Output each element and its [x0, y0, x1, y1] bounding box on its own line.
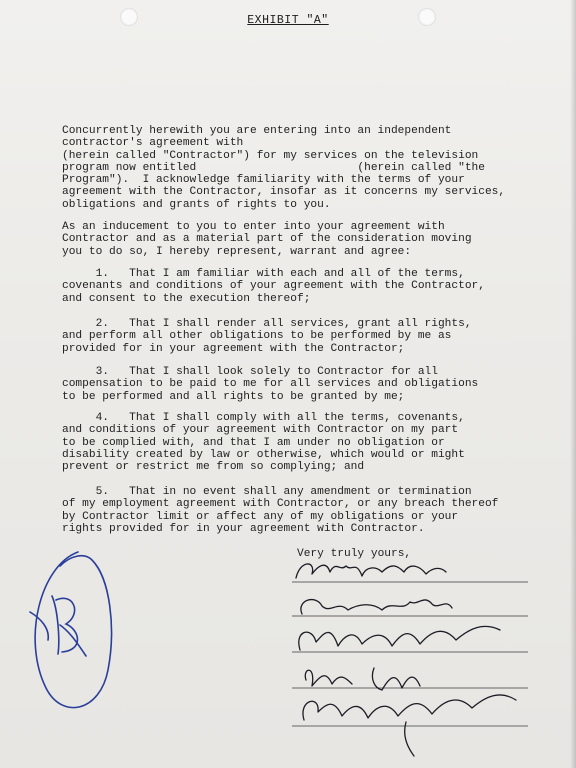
exhibit-title: EXHIBIT "A" — [247, 14, 329, 27]
signature-1 — [296, 564, 446, 578]
signature-5 — [303, 695, 516, 756]
clause-4: 4. That I shall comply with all the terms, covenants, and conditions of your agreement with Contractor on my part to be complied with, and that I am under no obligation or disability created by law or otherwise, which would or might prevent or restrict me from so complying; and — [62, 412, 465, 474]
signature-2 — [301, 600, 452, 614]
clause-5: 5. That in no event shall any amendment or termination of my employment agreement with Contractor, or any breach thereof by Contractor limit or affect any of my obligations or your rights provided for in your agreement with Contractor. — [62, 486, 499, 535]
clause-2: 2. That I shall render all services, grant all rights, and perform all other obligations to be performed by me as provided for in your agreement with the Contractor; — [62, 318, 472, 355]
clause-3: 3. That I shall look solely to Contractor for all compensation to be paid to me for all services and obligations to be performed and all rights to be granted by me; — [62, 366, 479, 403]
signature-3 — [299, 626, 500, 650]
clause-1: 1. That I am familiar with each and all of the terms, covenants and conditions of your agreement with the Contractor, and consent to the execution thereof; — [62, 268, 485, 305]
intro-paragraph: Concurrently herewith you are entering into an independent contractor's agreement with (herein called "Contractor") for my services on the television program now entitled (herein called "the Program"). I acknowledge familiarity with the terms of your agreement with the Contractor, insofar as it concerns my services, obligations and grants of rights to you. — [62, 125, 506, 211]
signature-4 — [305, 668, 420, 690]
closing-line: Very truly yours, — [297, 548, 412, 560]
inducement-paragraph: As an inducement to you to enter into your agreement with Contractor and as a material part of the consideration moving you to do so, I hereby represent, warrant and agree: — [62, 221, 472, 258]
blue-circle-signature — [30, 552, 111, 708]
